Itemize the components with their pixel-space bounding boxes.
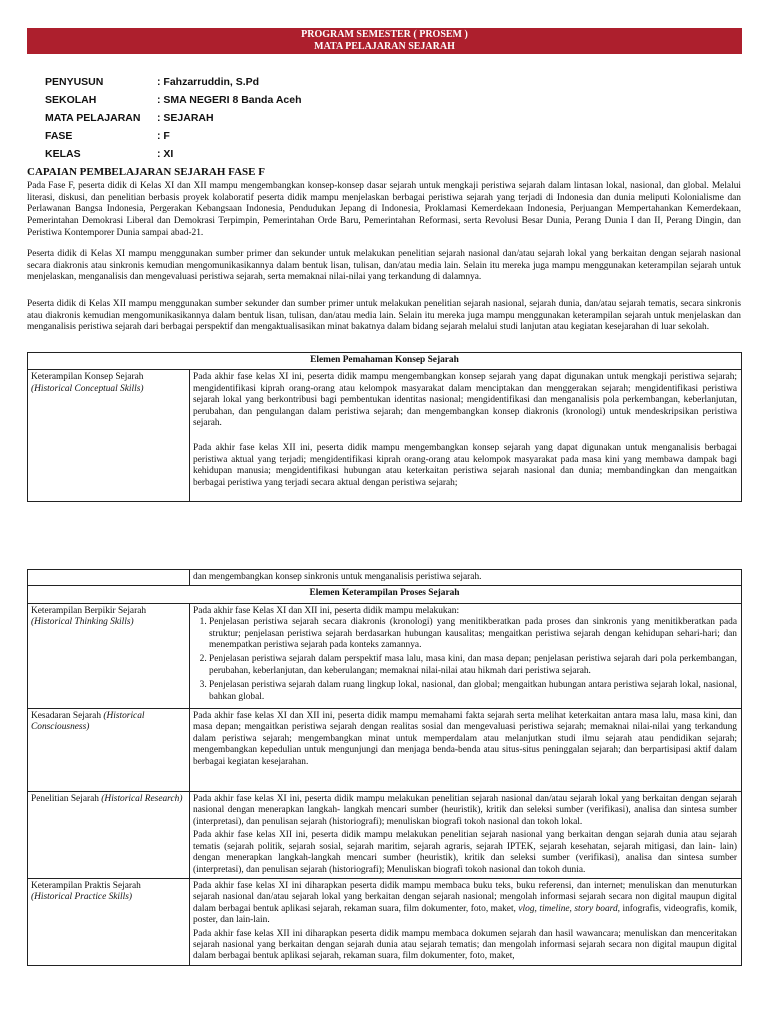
element-description-cell bbox=[190, 603, 742, 708]
meta-value: : XI bbox=[157, 148, 174, 160]
description-paragraph: Pada akhir fase kelas XI ini, peserta didik mampu melakukan penelitian sejarah nasional dan/atau sejarah lokal yang berkaitan dengan sejarah nasional dengan menerapkan langkah- langkah mencari sumber (heuristik), kritik dan seleksi sumber (verifikasi), analisa dan sintesa sumber (interpretasi), dan penulisan sejarah (historiografi); menuliskan biografi tokoh nasional dan tokoh lokal. bbox=[193, 794, 737, 827]
element-label-english: (Historical Consciousness) bbox=[31, 711, 145, 733]
empty-cell bbox=[28, 570, 190, 586]
element-label: Penelitian Sejarah bbox=[31, 794, 99, 805]
element-label-cell bbox=[28, 878, 190, 965]
description-paragraph: Pada akhir fase kelas XII ini diharapkan peserta didik mampu membaca dokumen sejarah dan hasil wawancara; menuliskan dan menceritakan sejarah nasional yang berkaitan dengan sejarah dunia atau sejarah tematis; dan mengolah informasi sejarah secara non digital maupun digital dalam berbagai bentuk aplikasi sejarah, rekaman suara, film dokumenter, foto, maket, bbox=[193, 928, 737, 962]
title-line-2: MATA PELAJARAN SEJARAH bbox=[314, 41, 455, 52]
title-line-1: PROGRAM SEMESTER ( PROSEM ) bbox=[301, 29, 468, 40]
element-label: Keterampilan Praktis Sejarah bbox=[31, 880, 141, 891]
element-label-english: (Historical Practice Skills) bbox=[31, 892, 133, 903]
list-item: 3. Penjelasan peristiwa sejarah dalam ruang lingkup lokal, nasional, dan global; mengaitkan hubungan antara peristiwa sejarah lokal, nasional, bahkan global. bbox=[209, 680, 737, 703]
paragraph-fase-f: Pada Fase F, peserta didik di Kelas XI dan XII mampu mengembangkan konsep-konsep dasar sejarah untuk mengkaji peristiwa sejarah dalam lintasan lokal, nasional, dan global. Melalui literasi, diskusi, dan penelitian berbasis proyek kolaboratif peserta didik mampu menjelaskan berbagai peristiwa sejarah yang terjadi di Indonesia dan dunia meliputi Kolonialisme dan Perlawanan Bangsa Indonesia, Pergerakan Kebangsaan Indonesia, Pendudukan Jepang di Indonesia, Proklamasi Kemerdekaan Indonesia, Perjuangan Mempertahankan Kemerdekaan, Pemerintahan Demokrasi Liberal dan Demokrasi Terpimpin, Pemerintahan Orde Baru, Pemerintahan Reformasi, serta Revolusi Besar Dunia, Perang Dunia I dan II, Perang Dingin, dan Peristiwa Kontemporer Dunia sampai abad-21. bbox=[27, 181, 741, 238]
element-description-cell bbox=[190, 709, 742, 792]
table-keterampilan-proses bbox=[27, 569, 742, 966]
description-paragraph: Pada akhir fase kelas XII ini, peserta didik mampu mengembangkan konsep sejarah yang dapat digunakan untuk menganalisis berbagai peristiwa aktual yang terjadi; mengidentifikasi kiprah orang-orang atau kelompok masyarakat pada masa kini yang membawa dampak bagi kehidupan manusia; mengidentifikasi hubungan atau keterkaitan peristiwa sejarah nasional dan dunia; membandingkan dan mengaitkan berbagai peristiwa yang terjadi secara aktual dengan peristiwa sejarah; bbox=[193, 443, 737, 488]
table-header: Elemen Keterampilan Proses Sejarah bbox=[28, 586, 742, 603]
identity-block bbox=[45, 76, 302, 166]
description-italic-text: vlog, timeline, story board, bbox=[518, 903, 620, 914]
element-label-english: (Historical Conceptual Skills) bbox=[31, 383, 144, 394]
element-label-english: (Historical Thinking Skills) bbox=[31, 617, 134, 628]
list-item: 2. Penjelasan peristiwa sejarah dalam perspektif masa lalu, masa kini, dan masa depan; penjelasan peristiwa sejarah dari pola perkembangan, perubahan, keberlanjutan, dan keberulangan; memaknai nilai-nilai atau hikmah dari peristiwa sejarah. bbox=[209, 654, 737, 677]
element-description-cell bbox=[190, 370, 742, 502]
element-label: Kesadaran Sejarah bbox=[31, 711, 102, 722]
description-paragraph: Pada akhir fase kelas XI ini, peserta didik mampu mengembangkan konsep sejarah yang dapat digunakan untuk mengkaji peristiwa sejarah; mengidentifikasi kiprah orang-orang atau kelompok masyarakat dalam menciptakan dan menggerakan sejarah; mengidentifikasi peristiwa sejarah lokal yang berkontribusi bagi pembentukan identitas nasional; mengidentifikasi dan menganalisis pola perkembangan, keberlanjutan, perubahan, dan pengulangan dalam peristiwa sejarah; dan mengembangkan konsep diakronis (kronologi) untuk mendeskripsikan peristiwa sejarah. bbox=[193, 372, 737, 429]
continuation-cell: dan mengembangkan konsep sinkronis untuk menganalisis peristiwa sejarah. bbox=[190, 570, 742, 586]
meta-key: FASE bbox=[45, 130, 73, 142]
paragraph-kelas-xi: Peserta didik di Kelas XI mampu menggunakan sumber primer dan sekunder untuk melakukan penelitian sejarah nasional dan/atau sejarah lokal yang berkaitan dengan sejarah nasional secara diakronis atau sinkronis kemudian mengomunikasikannya dalam bentuk lisan, tulisan, dan/atau media lain. Selain itu mereka juga mampu menggunakan keterampilan sejarah untuk menjelaskan, menganalisis dan mengevaluasi peristiwa sejarah, serta memaknai nilai-nilai yang terkandung di dalamnya. bbox=[27, 249, 741, 283]
description-intro: Pada akhir fase Kelas XI dan XII ini, peserta didik mampu melakukan: bbox=[193, 605, 460, 616]
description-paragraph: Pada akhir fase kelas XII ini, peserta didik mampu melakukan penelitian sejarah nasional yang berkaitan dengan sejarah dunia atau sejarah tematis (sejarah politik, sejarah sosial, sejarah maritim, sejarah agraris, sejarah IPTEK, sejarah kesehatan, sejarah mitigasi, dan lain- lain) dengan menerapkan langkah-langkah mencari sumber (heuristik), kritik dan seleksi sumber (verifikasi), analisa dan sintesa sumber (interpretasi), dan penulisan sejarah (historiografi); Menuliskan biografi tokoh nasional dan tokoh dunia. bbox=[193, 830, 737, 875]
meta-row bbox=[45, 112, 302, 130]
meta-key: SEKOLAH bbox=[45, 94, 97, 106]
element-label-cell bbox=[28, 603, 190, 708]
element-label-cell bbox=[28, 370, 190, 502]
element-label-cell bbox=[28, 792, 190, 879]
description-paragraph: Pada akhir fase kelas XI dan XII ini, peserta didik mampu memahami fakta sejarah serta melihat keterkaitan antara masa lalu, masa kini, dan masa depan; mengaitkan peristiwa sejarah dengan realitas sosial dan mengevaluasi peristiwa sejarah; memaknai nilai-nilai yang terkandung dalam peristiwa sejarah; mengembangkan minat untuk memperdalam atau melanjutkan studi ilmu sejarah atau pendidikan sejarah; mengembangkan kepedulian untuk mengunjungi dan menjaga benda-benda atau situs-situs peninggalan sejarah; dan berpartisipasi aktif dalam berbagai kegiatan kesejarahan. bbox=[193, 711, 737, 767]
table-pemahaman-konsep bbox=[27, 352, 742, 502]
section-heading: CAPAIAN PEMBELAJARAN SEJARAH FASE F bbox=[27, 166, 265, 178]
meta-value: : SMA NEGERI 8 Banda Aceh bbox=[157, 94, 302, 106]
element-label: Keterampilan Konsep Sejarah bbox=[31, 372, 144, 383]
document-title-banner bbox=[27, 28, 742, 54]
meta-row bbox=[45, 94, 302, 112]
element-description-cell bbox=[190, 878, 742, 965]
meta-row bbox=[45, 76, 302, 94]
table-header: Elemen Pemahaman Konsep Sejarah bbox=[28, 353, 742, 370]
meta-key: MATA PELAJARAN bbox=[45, 112, 141, 124]
meta-value: : SEJARAH bbox=[157, 112, 214, 124]
meta-key: PENYUSUN bbox=[45, 76, 104, 88]
description-paragraph bbox=[193, 881, 737, 927]
element-label: Keterampilan Berpikir Sejarah bbox=[31, 605, 147, 616]
meta-value: : Fahzarruddin, S.Pd bbox=[157, 76, 260, 88]
meta-row bbox=[45, 130, 302, 148]
description-text: Pada akhir fase kelas XI ini diharapkan peserta didik mampu membaca buku teks, buku referensi, dan internet; menuliskan dan menuturkan sejarah nasional dan/atau sejarah lokal yang berkaitan dengan sejarah nasional; mengolah informasi sejarah secara non digital maupun digital dalam berbagai bentuk aplikasi sejarah, rekaman suara, film dokumenter, foto, maket, bbox=[193, 880, 737, 914]
element-label-cell bbox=[28, 709, 190, 792]
list-item: 1. Penjelasan peristiwa sejarah secara diakronis (kronologi) yang menitikberatkan pada proses dan sinkronis yang menitikberatkan pada struktur; penjelasan peristiwa sejarah berdasarkan hubungan kausalitas; mengaitkan peristiwa sejarah dengan kehidupan sehari-hari; dan menempatkan peristiwa sejarah pada konteks zamannya. bbox=[209, 617, 737, 651]
meta-key: KELAS bbox=[45, 148, 81, 160]
element-label-english: (Historical Research) bbox=[101, 794, 183, 805]
paragraph-kelas-xii: Peserta didik di Kelas XII mampu menggunakan sumber sekunder dan sumber primer untuk melakukan penelitian sejarah nasional, sejarah dunia, dan/atau sejarah tematis, secara sinkronis atau diakronis kemudian mengomunikasikannya dalam bentuk lisan, tulisan, dan/atau media lain. Selain itu mereka juga mampu menggunakan keterampilan sejarah untuk menjelaskan dan menganalisis peristiwa sejarah dari berbagai perspektif dan mengaktualisasikan minat bakatnya dalam bidang sejarah melalui studi lanjutan atau kegiatan kesejarahan di luar sekolah. bbox=[27, 299, 741, 333]
element-description-cell bbox=[190, 792, 742, 879]
numbered-list bbox=[193, 617, 737, 703]
meta-value: : F bbox=[157, 130, 170, 142]
description-text: infografis, videografis, komik, poster, dan lain-lain. bbox=[193, 903, 738, 926]
meta-row bbox=[45, 148, 302, 166]
